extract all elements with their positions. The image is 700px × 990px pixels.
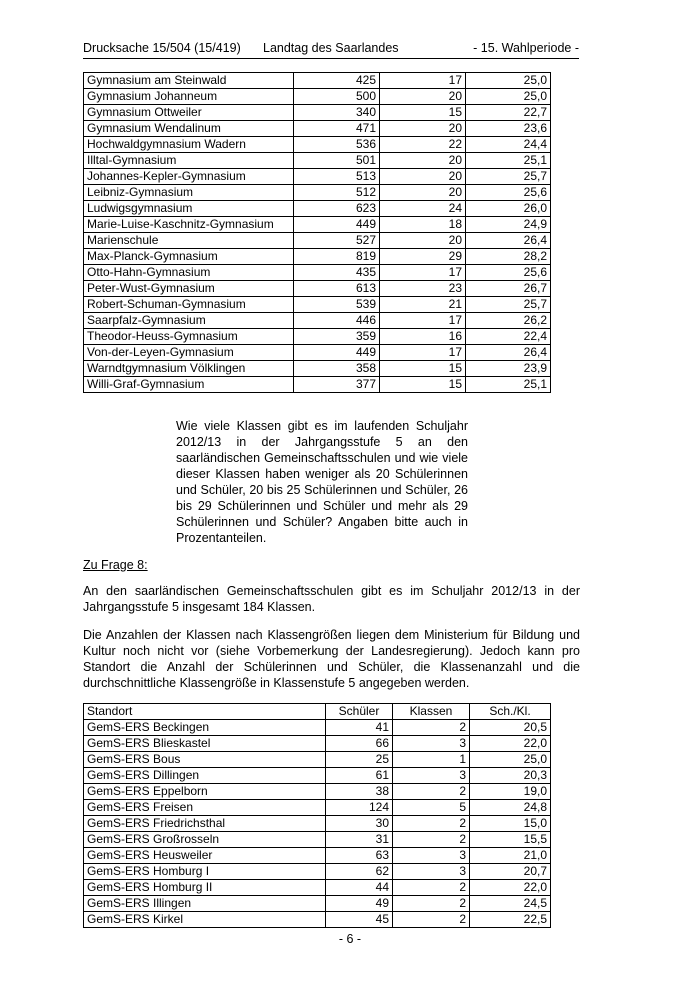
school-name-cell: Marienschule bbox=[84, 233, 294, 249]
school-name-cell: Max-Planck-Gymnasium bbox=[84, 249, 294, 265]
school-name-cell: GemS-ERS Freisen bbox=[84, 800, 326, 816]
school-name-cell: Marie-Luise-Kaschnitz-Gymnasium bbox=[84, 217, 294, 233]
number-cell: 2 bbox=[393, 880, 470, 896]
number-cell: 449 bbox=[294, 217, 380, 233]
school-name-cell: Theodor-Heuss-Gymnasium bbox=[84, 329, 294, 345]
number-cell: 25,0 bbox=[466, 89, 551, 105]
number-cell: 512 bbox=[294, 185, 380, 201]
school-name-cell: Gymnasium Johanneum bbox=[84, 89, 294, 105]
question-text: Wie viele Klassen gibt es im laufenden Schuljahr 2012/13 in der Jahrgangsstufe 5 an den saarländischen Gemeinschaftsschulen und wie viele dieser Klassen haben weniger als 20 Schülerinnen und Schüler, 20 bis 25 Schülerinnen und Schüler, 26 bis 29 Schülerinnen und Schüler und mehr als 29 Schülerinnen und Schüler? Angaben bitte auch in Prozentanteilen. bbox=[176, 419, 468, 545]
table-row bbox=[84, 832, 551, 848]
table-row bbox=[84, 73, 551, 89]
number-cell: 15,0 bbox=[470, 816, 551, 832]
number-cell: 63 bbox=[326, 848, 393, 864]
number-cell: 15 bbox=[380, 361, 466, 377]
school-name-cell: GemS-ERS Beckingen bbox=[84, 720, 326, 736]
school-name-cell: Ludwigsgymnasium bbox=[84, 201, 294, 217]
number-cell: 377 bbox=[294, 377, 380, 393]
number-cell: 124 bbox=[326, 800, 393, 816]
number-cell: 15 bbox=[380, 377, 466, 393]
number-cell: 26,2 bbox=[466, 313, 551, 329]
number-cell: 435 bbox=[294, 265, 380, 281]
table-row bbox=[84, 329, 551, 345]
school-name-cell: GemS-ERS Kirkel bbox=[84, 912, 326, 928]
table-row bbox=[84, 121, 551, 137]
number-cell: 31 bbox=[326, 832, 393, 848]
number-cell: 2 bbox=[393, 784, 470, 800]
number-cell: 20,5 bbox=[470, 720, 551, 736]
number-cell: 536 bbox=[294, 137, 380, 153]
table-row bbox=[84, 201, 551, 217]
school-name-cell: Saarpfalz-Gymnasium bbox=[84, 313, 294, 329]
number-cell: 358 bbox=[294, 361, 380, 377]
number-cell: 23,6 bbox=[466, 121, 551, 137]
number-cell: 22,7 bbox=[466, 105, 551, 121]
school-name-cell: Robert-Schuman-Gymnasium bbox=[84, 297, 294, 313]
number-cell: 25,6 bbox=[466, 185, 551, 201]
number-cell: 25,1 bbox=[466, 153, 551, 169]
number-cell: 41 bbox=[326, 720, 393, 736]
number-cell: 17 bbox=[380, 265, 466, 281]
table-header-row bbox=[84, 704, 551, 720]
number-cell: 38 bbox=[326, 784, 393, 800]
number-cell: 340 bbox=[294, 105, 380, 121]
number-cell: 25 bbox=[326, 752, 393, 768]
school-name-cell: Peter-Wust-Gymnasium bbox=[84, 281, 294, 297]
answer-paragraph-1: An den saarländischen Gemeinschaftsschulen gibt es im Schuljahr 2012/13 in der Jahrgangsstufe 5 insgesamt 184 Klassen. bbox=[83, 584, 580, 614]
header-klassen: Klassen bbox=[393, 704, 470, 720]
number-cell: 25,0 bbox=[466, 73, 551, 89]
number-cell: 23,9 bbox=[466, 361, 551, 377]
page-header bbox=[83, 40, 579, 59]
answer-paragraph-2: Die Anzahlen der Klassen nach Klassengrößen liegen dem Ministerium für Bildung und Kultur noch nicht vor (siehe Vorbemerkung der Landesregierung). Jedoch kann pro Standort die Anzahl der Schülerinnen und Schüler, die Klassenanzahl und die durchschnittliche Klassengröße in Klassenstufe 5 angegeben werden. bbox=[83, 628, 580, 690]
number-cell: 2 bbox=[393, 832, 470, 848]
number-cell: 819 bbox=[294, 249, 380, 265]
document-number: Drucksache 15/504 (15/419) bbox=[83, 41, 241, 55]
table-row bbox=[84, 800, 551, 816]
number-cell: 15 bbox=[380, 105, 466, 121]
number-cell: 29 bbox=[380, 249, 466, 265]
table-row bbox=[84, 345, 551, 361]
number-cell: 471 bbox=[294, 121, 380, 137]
school-name-cell: Johannes-Kepler-Gymnasium bbox=[84, 169, 294, 185]
school-name-cell: GemS-ERS Illingen bbox=[84, 896, 326, 912]
table-row bbox=[84, 233, 551, 249]
number-cell: 20 bbox=[380, 153, 466, 169]
school-name-cell: Hochwaldgymnasium Wadern bbox=[84, 137, 294, 153]
number-cell: 359 bbox=[294, 329, 380, 345]
number-cell: 3 bbox=[393, 768, 470, 784]
table-row bbox=[84, 265, 551, 281]
table-row bbox=[84, 185, 551, 201]
number-cell: 26,4 bbox=[466, 233, 551, 249]
number-cell: 527 bbox=[294, 233, 380, 249]
number-cell: 2 bbox=[393, 720, 470, 736]
number-cell: 16 bbox=[380, 329, 466, 345]
table-row bbox=[84, 313, 551, 329]
number-cell: 513 bbox=[294, 169, 380, 185]
number-cell: 28,2 bbox=[466, 249, 551, 265]
gems-table-body bbox=[84, 720, 551, 928]
table-row bbox=[84, 217, 551, 233]
number-cell: 45 bbox=[326, 912, 393, 928]
page-number: - 6 - bbox=[338, 932, 362, 946]
school-name-cell: GemS-ERS Homburg II bbox=[84, 880, 326, 896]
school-name-cell: Warndtgymnasium Völklingen bbox=[84, 361, 294, 377]
number-cell: 22,4 bbox=[466, 329, 551, 345]
number-cell: 3 bbox=[393, 848, 470, 864]
number-cell: 24,5 bbox=[470, 896, 551, 912]
number-cell: 30 bbox=[326, 816, 393, 832]
number-cell: 20,7 bbox=[470, 864, 551, 880]
number-cell: 26,4 bbox=[466, 345, 551, 361]
number-cell: 25,7 bbox=[466, 297, 551, 313]
number-cell: 62 bbox=[326, 864, 393, 880]
number-cell: 20 bbox=[380, 89, 466, 105]
number-cell: 22,5 bbox=[470, 912, 551, 928]
number-cell: 66 bbox=[326, 736, 393, 752]
gems-table bbox=[83, 703, 551, 928]
number-cell: 24,9 bbox=[466, 217, 551, 233]
table-row bbox=[84, 784, 551, 800]
header-standort: Standort bbox=[84, 704, 326, 720]
number-cell: 20,3 bbox=[470, 768, 551, 784]
answer-heading: Zu Frage 8: bbox=[83, 558, 148, 572]
legislative-period: - 15. Wahlperiode - bbox=[473, 41, 579, 55]
table-row bbox=[84, 297, 551, 313]
parliament-name: Landtag des Saarlandes bbox=[263, 41, 399, 55]
number-cell: 24,4 bbox=[466, 137, 551, 153]
number-cell: 25,1 bbox=[466, 377, 551, 393]
table-row bbox=[84, 912, 551, 928]
table-row bbox=[84, 281, 551, 297]
number-cell: 501 bbox=[294, 153, 380, 169]
table-row bbox=[84, 848, 551, 864]
number-cell: 2 bbox=[393, 912, 470, 928]
number-cell: 21,0 bbox=[470, 848, 551, 864]
table-row bbox=[84, 720, 551, 736]
number-cell: 3 bbox=[393, 864, 470, 880]
number-cell: 449 bbox=[294, 345, 380, 361]
table-row bbox=[84, 816, 551, 832]
number-cell: 20 bbox=[380, 169, 466, 185]
school-name-cell: GemS-ERS Eppelborn bbox=[84, 784, 326, 800]
number-cell: 25,6 bbox=[466, 265, 551, 281]
number-cell: 623 bbox=[294, 201, 380, 217]
number-cell: 19,0 bbox=[470, 784, 551, 800]
table-row bbox=[84, 377, 551, 393]
school-name-cell: GemS-ERS Friedrichsthal bbox=[84, 816, 326, 832]
number-cell: 20 bbox=[380, 185, 466, 201]
number-cell: 2 bbox=[393, 816, 470, 832]
school-name-cell: Von-der-Leyen-Gymnasium bbox=[84, 345, 294, 361]
number-cell: 500 bbox=[294, 89, 380, 105]
number-cell: 22 bbox=[380, 137, 466, 153]
table-row bbox=[84, 752, 551, 768]
gymnasium-table-body bbox=[84, 73, 551, 393]
number-cell: 25,0 bbox=[470, 752, 551, 768]
school-name-cell: GemS-ERS Dillingen bbox=[84, 768, 326, 784]
number-cell: 25,7 bbox=[466, 169, 551, 185]
number-cell: 20 bbox=[380, 233, 466, 249]
school-name-cell: GemS-ERS Blieskastel bbox=[84, 736, 326, 752]
number-cell: 1 bbox=[393, 752, 470, 768]
number-cell: 17 bbox=[380, 73, 466, 89]
number-cell: 26,0 bbox=[466, 201, 551, 217]
table-row bbox=[84, 137, 551, 153]
school-name-cell: GemS-ERS Homburg I bbox=[84, 864, 326, 880]
school-name-cell: Gymnasium Wendalinum bbox=[84, 121, 294, 137]
table-row bbox=[84, 896, 551, 912]
number-cell: 24,8 bbox=[470, 800, 551, 816]
number-cell: 61 bbox=[326, 768, 393, 784]
number-cell: 17 bbox=[380, 313, 466, 329]
number-cell: 49 bbox=[326, 896, 393, 912]
table-row bbox=[84, 361, 551, 377]
header-schueler: Schüler bbox=[326, 704, 393, 720]
number-cell: 23 bbox=[380, 281, 466, 297]
school-name-cell: Illtal-Gymnasium bbox=[84, 153, 294, 169]
number-cell: 44 bbox=[326, 880, 393, 896]
school-name-cell: GemS-ERS Bous bbox=[84, 752, 326, 768]
number-cell: 15,5 bbox=[470, 832, 551, 848]
number-cell: 613 bbox=[294, 281, 380, 297]
table-row bbox=[84, 249, 551, 265]
number-cell: 22,0 bbox=[470, 736, 551, 752]
number-cell: 425 bbox=[294, 73, 380, 89]
number-cell: 539 bbox=[294, 297, 380, 313]
school-name-cell: GemS-ERS Heusweiler bbox=[84, 848, 326, 864]
school-name-cell: Willi-Graf-Gymnasium bbox=[84, 377, 294, 393]
table-row bbox=[84, 880, 551, 896]
table-row bbox=[84, 736, 551, 752]
table-row bbox=[84, 153, 551, 169]
number-cell: 2 bbox=[393, 896, 470, 912]
table-row bbox=[84, 768, 551, 784]
table-row bbox=[84, 105, 551, 121]
school-name-cell: Gymnasium am Steinwald bbox=[84, 73, 294, 89]
gymnasium-table bbox=[83, 72, 551, 393]
number-cell: 3 bbox=[393, 736, 470, 752]
school-name-cell: Leibniz-Gymnasium bbox=[84, 185, 294, 201]
table-row bbox=[84, 169, 551, 185]
number-cell: 26,7 bbox=[466, 281, 551, 297]
number-cell: 18 bbox=[380, 217, 466, 233]
number-cell: 22,0 bbox=[470, 880, 551, 896]
number-cell: 446 bbox=[294, 313, 380, 329]
header-sch-kl: Sch./Kl. bbox=[470, 704, 551, 720]
number-cell: 24 bbox=[380, 201, 466, 217]
number-cell: 21 bbox=[380, 297, 466, 313]
school-name-cell: GemS-ERS Großrosseln bbox=[84, 832, 326, 848]
school-name-cell: Otto-Hahn-Gymnasium bbox=[84, 265, 294, 281]
number-cell: 17 bbox=[380, 345, 466, 361]
table-row bbox=[84, 89, 551, 105]
table-row bbox=[84, 864, 551, 880]
school-name-cell: Gymnasium Ottweiler bbox=[84, 105, 294, 121]
number-cell: 20 bbox=[380, 121, 466, 137]
number-cell: 5 bbox=[393, 800, 470, 816]
